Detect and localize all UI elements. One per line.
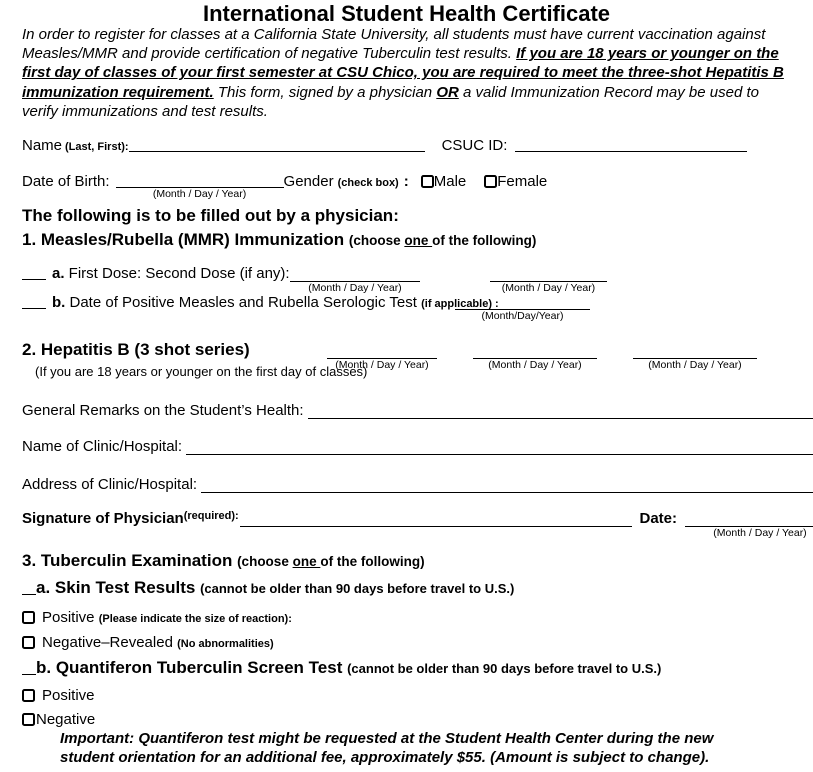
quantiferon-positive-label: Positive — [42, 687, 95, 704]
skin-positive-row — [0, 609, 813, 627]
mmr-item-b-row — [0, 294, 813, 322]
second-dose-date-line[interactable] — [490, 265, 607, 294]
first-dose-format-hint: (Month / Day / Year) — [308, 282, 402, 294]
name-input-line[interactable] — [129, 137, 425, 152]
skin-negative-label: Negative–Revealed — [42, 634, 178, 651]
hepb-shot3-format-hint: (Month / Day / Year) — [648, 359, 742, 371]
choose-suffix: of the following) — [432, 233, 537, 248]
general-remarks-input-line[interactable] — [308, 402, 813, 419]
section3-heading: 3. Tuberculin Examination — [22, 551, 238, 570]
choose-one-3: one — [292, 554, 321, 569]
important-note: Important: Quantiferon test might be requested at the Student Health Center during the new student orientation for an additional fee, approximately $55. (Amount is subject to change). — [60, 730, 714, 766]
quantiferon-negative-row — [0, 711, 813, 729]
quantiferon-positive-checkbox[interactable] — [22, 689, 35, 702]
intro-or-emphasis: OR — [436, 83, 459, 101]
quantiferon-select-line[interactable] — [22, 660, 36, 675]
clinic-name-label: Name of Clinic/Hospital: — [22, 438, 183, 455]
item-a-label: a. — [52, 265, 65, 282]
signature-input-line[interactable] — [240, 510, 633, 527]
female-label: Female — [497, 173, 548, 190]
skin-test-note: (cannot be older than 90 days before travel to U.S.) — [200, 581, 515, 596]
clinic-name-input-line[interactable] — [186, 438, 813, 455]
item-b-select-line[interactable] — [22, 294, 46, 309]
dob-gender-row — [0, 173, 813, 200]
intro-requirement-emphasis: If you are 18 years or younger on the first day of classes of your first semester at CSU Chico, you are required to meet the three-shot Hepatitis B immunization requirement. — [22, 45, 784, 101]
gender-label: Gender — [283, 173, 334, 190]
intro-paragraph — [22, 25, 794, 121]
quantiferon-note: (cannot be older than 90 days before travel to U.S.) — [347, 661, 662, 676]
signature-row — [0, 510, 813, 539]
date-label: Date: — [639, 510, 677, 527]
clinic-address-input-line[interactable] — [201, 476, 813, 493]
dob-input-line[interactable] — [116, 173, 284, 200]
intro-text-1: In order to register for classes at a California State University, all students must have current vaccination against Measles/MMR and provide certification of negative Tuberculin test results. — [22, 26, 766, 63]
second-dose-format-hint: (Month / Day / Year) — [501, 282, 596, 294]
section1-heading: 1. Measles/Rubella (MMR) Immunization — [22, 230, 349, 249]
skin-negative-checkbox[interactable] — [22, 636, 35, 649]
hepb-shot2-format-hint: (Month / Day / Year) — [488, 359, 582, 371]
intro-text-3: a valid Immunization Record may be used to verify immunizations and test results. — [22, 83, 759, 120]
signature-label: Signature of Physician — [22, 510, 184, 527]
page-title: International Student Health Certificate — [202, 1, 611, 26]
female-checkbox[interactable] — [484, 175, 497, 188]
quantiferon-negative-label: Negative — [36, 711, 96, 728]
name-label: Name — [22, 137, 63, 154]
quantiferon-negative-checkbox[interactable] — [22, 713, 35, 726]
skin-negative-hint: (No abnormalities) — [177, 638, 274, 650]
choose-one: one — [404, 233, 433, 248]
hepatitis-heading-row — [0, 340, 813, 371]
quantiferon-positive-row — [0, 687, 813, 705]
item-b-text: Date of Positive Measles and Rubella Serologic Test — [65, 294, 422, 311]
mmr-item-a-row — [0, 265, 813, 294]
signature-hint: (required): — [183, 510, 239, 522]
item-a-text: First Dose: Second Dose (if any): — [64, 265, 290, 282]
section3-heading-row — [0, 551, 813, 571]
gender-colon: : — [403, 173, 409, 190]
signature-date-format-hint: (Month / Day / Year) — [713, 527, 807, 539]
gender-hint: (check box) — [337, 177, 399, 189]
clinic-address-row — [0, 476, 813, 493]
choose-prefix: (choose — [348, 233, 405, 248]
item-b-hint: (if applicable) : — [421, 298, 499, 310]
section2-heading: 2. Hepatitis B (3 shot series) — [22, 340, 250, 359]
skin-test-select-line[interactable] — [22, 580, 36, 595]
signature-date-line[interactable] — [685, 510, 813, 539]
quantiferon-heading-row — [0, 658, 813, 678]
quantiferon-heading: b. Quantiferon Tuberculin Screen Test — [36, 658, 348, 677]
hepb-shot2-date-line[interactable] — [473, 340, 597, 371]
dob-format-hint: (Month / Day / Year) — [152, 188, 247, 200]
clinic-name-row — [0, 438, 813, 455]
skin-test-heading-row — [0, 578, 813, 598]
section2-age-note: (If you are 18 years or younger on the first day of classes) — [35, 364, 368, 379]
choose-prefix-3: (choose — [237, 554, 293, 569]
general-remarks-row — [0, 402, 813, 419]
skin-positive-checkbox[interactable] — [22, 611, 35, 624]
skin-negative-row — [0, 634, 813, 652]
dob-label: Date of Birth: — [22, 173, 110, 190]
hepb-shot3-date-line[interactable] — [633, 340, 757, 371]
csuc-id-label: CSUC ID: — [441, 137, 508, 154]
item-a-select-line[interactable] — [22, 265, 46, 280]
physician-section-heading: The following is to be filled out by a physician: — [22, 206, 399, 225]
section1-choose-note — [349, 233, 537, 248]
item-b-label: b. — [52, 294, 66, 311]
skin-positive-label: Positive — [42, 609, 99, 626]
csuc-id-input-line[interactable] — [515, 137, 747, 152]
hepb-shot1-date-line[interactable] — [327, 340, 437, 371]
first-dose-date-line[interactable] — [290, 265, 420, 294]
section1-heading-row — [0, 230, 813, 250]
intro-text-2: This form, signed by a physician — [213, 83, 437, 101]
clinic-address-label: Address of Clinic/Hospital: — [22, 476, 198, 493]
skin-positive-hint: (Please indicate the size of reaction): — [98, 613, 292, 625]
general-remarks-label: General Remarks on the Student’s Health: — [22, 402, 304, 419]
hepb-shot1-format-hint: (Month / Day / Year) — [335, 359, 429, 371]
male-checkbox[interactable] — [421, 175, 434, 188]
serologic-test-date-line[interactable] — [455, 294, 590, 322]
name-hint: (Last, First): — [65, 141, 129, 153]
name-row — [0, 137, 813, 155]
choose-suffix-3: of the following) — [320, 554, 425, 569]
skin-test-heading: a. Skin Test Results — [36, 578, 201, 597]
serologic-format-hint: (Month/Day/Year) — [481, 310, 564, 322]
male-label: Male — [433, 173, 467, 190]
section3-choose-note — [237, 554, 425, 569]
